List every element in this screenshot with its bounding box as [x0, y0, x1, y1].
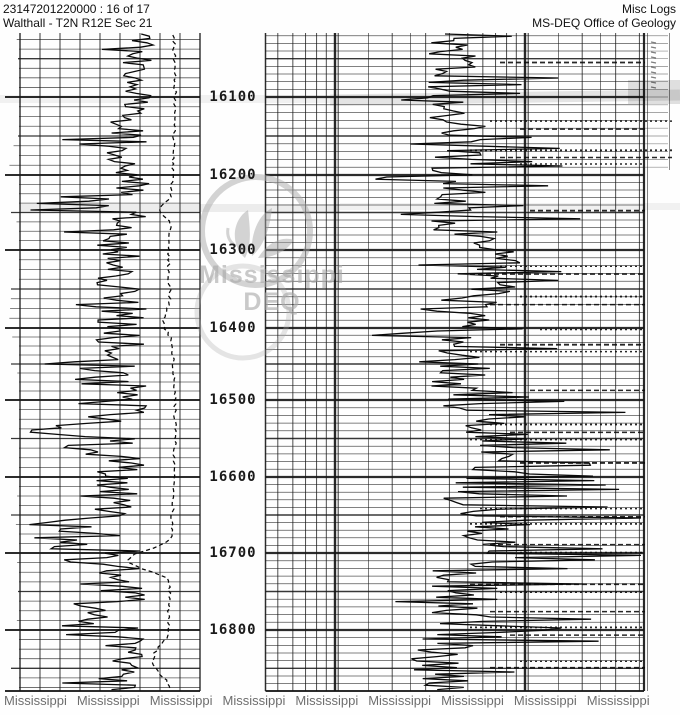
- watermark-line2: DEQ: [243, 288, 301, 316]
- right-track-grid: [266, 33, 670, 691]
- depth-label: 16200: [209, 167, 257, 183]
- footer-watermark-text: Mississippi: [513, 693, 577, 708]
- watermark-line1: Mississippi: [199, 261, 345, 289]
- depth-label: 16300: [209, 242, 257, 258]
- footer-watermark-text: Mississippi: [295, 693, 359, 708]
- depth-label: 16600: [209, 469, 257, 485]
- footer-watermark-text: Mississippi: [222, 693, 286, 708]
- footer-watermark-row: [4, 693, 676, 708]
- doc-id-text: 23147201220000 : 16 of 17: [3, 2, 150, 16]
- depth-label: 16100: [209, 89, 257, 105]
- footer-watermark-text: Mississippi: [76, 693, 140, 708]
- footer-watermark-text: Mississippi: [586, 693, 650, 708]
- agency-text: MS-DEQ Office of Geology: [532, 16, 676, 30]
- footer-watermark-text: Mississippi: [149, 693, 213, 708]
- log-category-text: Misc Logs: [621, 2, 676, 16]
- depth-label: 16800: [209, 622, 257, 638]
- depth-label: 16700: [209, 545, 257, 561]
- footer-watermark-text: Mississippi: [4, 693, 67, 708]
- well-location-text: Walthall - T2N R12E Sec 21: [3, 16, 153, 30]
- depth-label: 16400: [209, 320, 257, 336]
- watermark-text: [158, 262, 386, 316]
- depth-label: 16500: [209, 392, 257, 408]
- footer-watermark-text: Mississippi: [441, 693, 504, 708]
- footer-watermark-text: Mississippi: [368, 693, 432, 708]
